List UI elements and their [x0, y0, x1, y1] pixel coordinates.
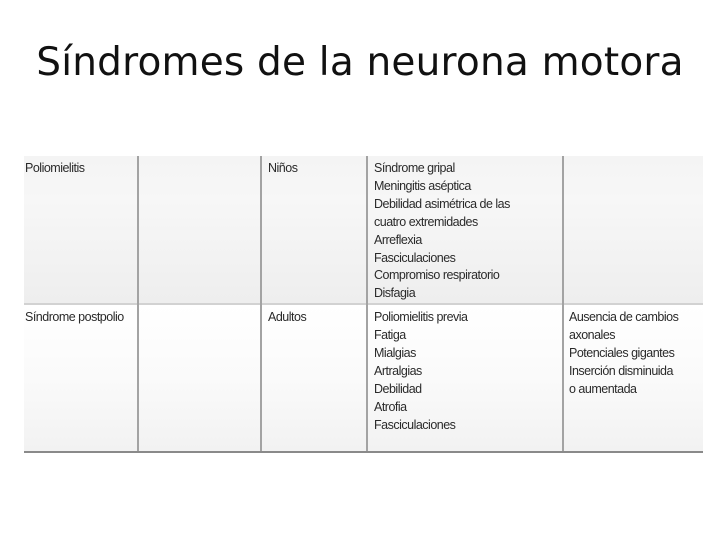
slide-title: Síndromes de la neurona motora [36, 40, 684, 85]
cell-population-text: Adultos [268, 310, 307, 325]
cell-syndrome-name-text: Síndrome postpolio [25, 310, 124, 325]
cell-spacer [138, 156, 261, 304]
cell-spacer [138, 304, 261, 452]
cell-population [261, 156, 367, 304]
finding-line: Ausencia de cambios [569, 310, 679, 325]
cell-syndrome-name [24, 304, 138, 452]
feature-line: Debilidad asimétrica de las [374, 196, 510, 211]
finding-line: Potenciales gigantes [569, 346, 675, 361]
feature-line: Atrofia [374, 399, 407, 414]
feature-line: Síndrome gripal [374, 161, 455, 175]
feature-line: Fasciculaciones [374, 417, 456, 432]
finding-line: o aumentada [569, 381, 637, 396]
syndrome-table-grid [24, 156, 703, 453]
cell-population-text: Niños [268, 161, 298, 175]
feature-line: Debilidad [374, 381, 422, 396]
cell-syndrome-name [24, 156, 138, 304]
feature-line: Disfagia [374, 286, 416, 301]
feature-line: Fatiga [374, 328, 406, 343]
cell-clinical-features [367, 156, 563, 304]
cell-population [261, 304, 367, 452]
feature-line: Compromiso respiratorio [374, 268, 500, 283]
feature-line: Mialgias [374, 346, 416, 361]
cell-findings [563, 304, 703, 452]
cell-findings [563, 156, 703, 304]
cell-syndrome-name-text: Poliomielitis [25, 161, 85, 175]
cell-clinical-features [367, 304, 563, 452]
feature-line: Poliomielitis previa [374, 310, 468, 325]
table-row [24, 304, 703, 452]
table-row [24, 156, 703, 304]
finding-line: axonales [569, 328, 616, 343]
feature-line: Artralgias [374, 363, 422, 378]
feature-line: Fasciculaciones [374, 250, 456, 265]
feature-line: Arreflexia [374, 232, 422, 247]
syndrome-table [24, 156, 703, 450]
feature-line: Meningitis aséptica [374, 178, 471, 193]
feature-line: cuatro extremidades [374, 214, 478, 229]
finding-line: Inserción disminuida [569, 363, 673, 378]
table-body [24, 156, 703, 452]
